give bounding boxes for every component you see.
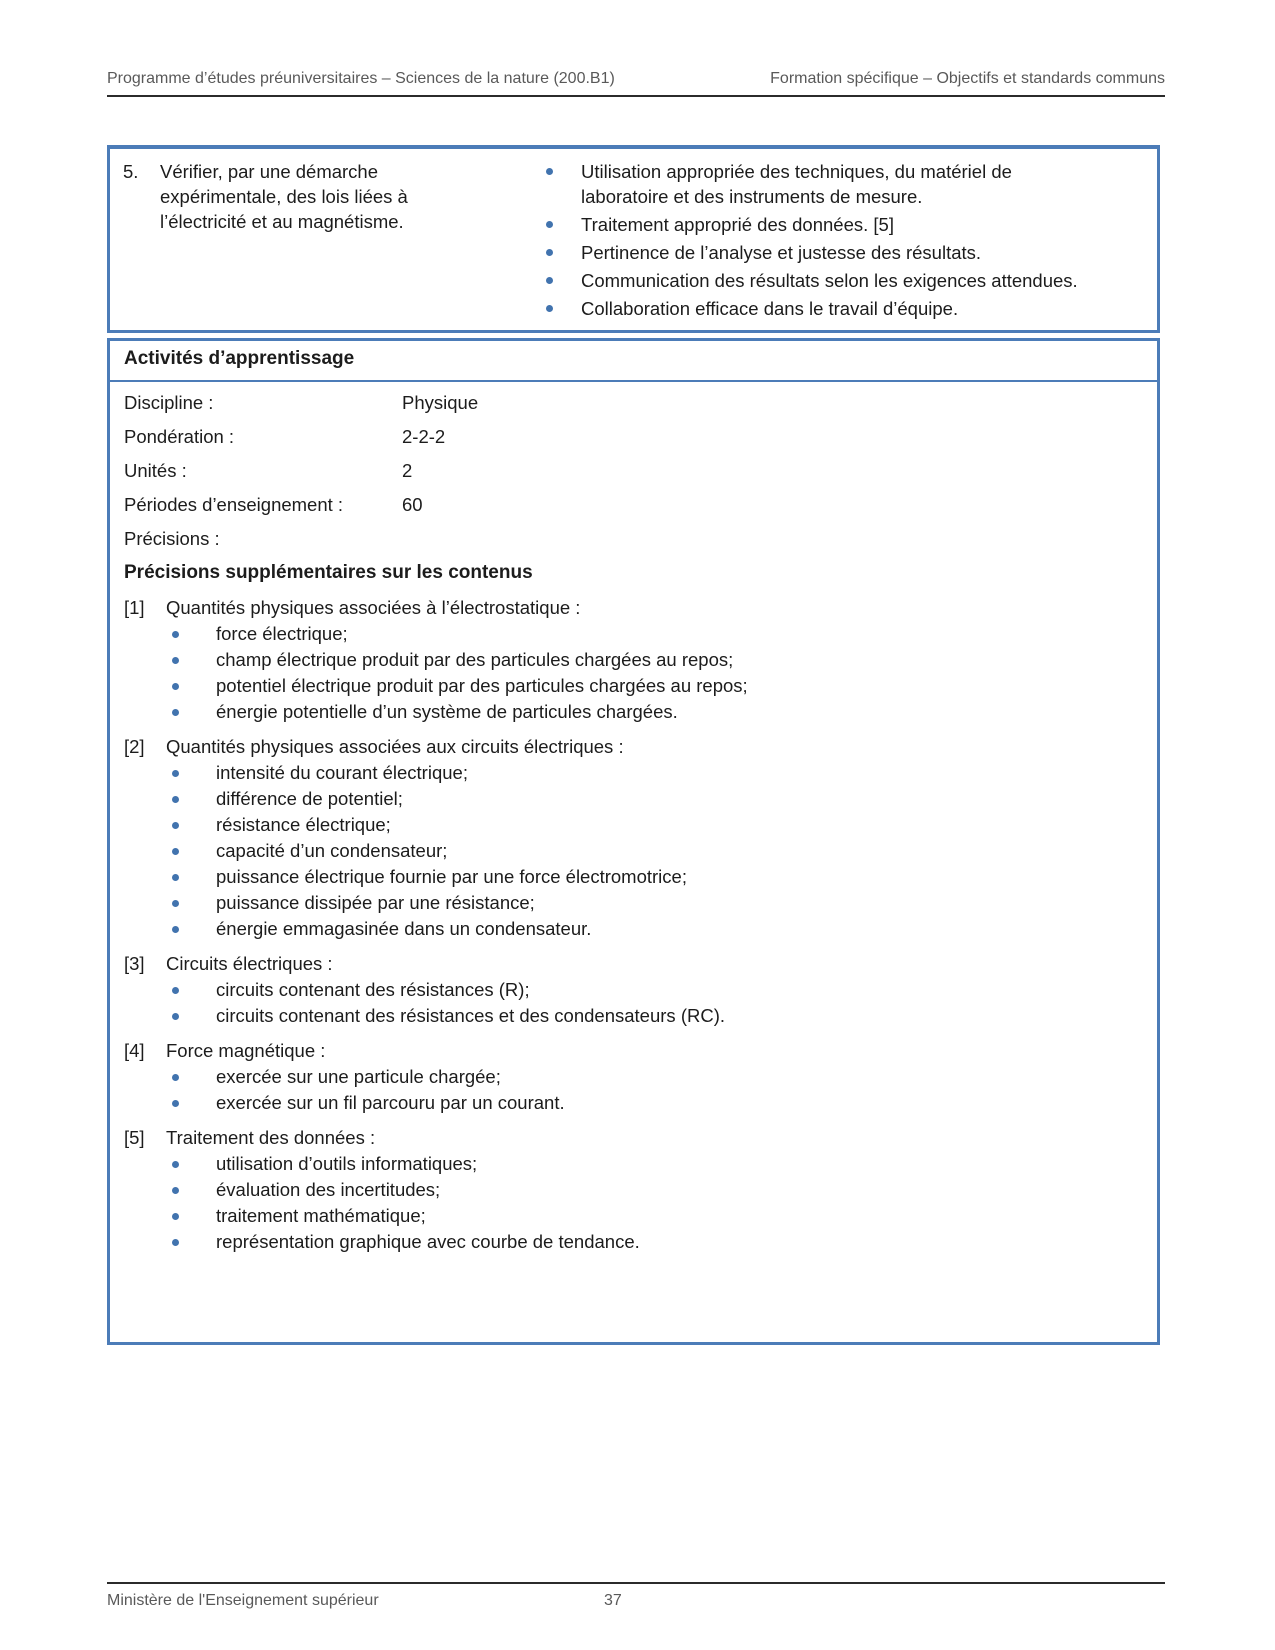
- criteria-list: [546, 159, 1095, 321]
- bullet-item: [124, 978, 1143, 1002]
- bullet-icon: [172, 1187, 179, 1194]
- fields-block: [124, 391, 1143, 551]
- bullet-text: résistance électrique;: [216, 814, 391, 835]
- bullet-item: [124, 700, 1143, 724]
- page-number: 37: [604, 1592, 622, 1609]
- bullet-text: exercée sur un fil parcouru par un courant.: [216, 1092, 565, 1113]
- section-number: [1]: [124, 597, 145, 618]
- section-bullet-list: [124, 978, 1143, 1028]
- section-bullet-list: [124, 761, 1143, 941]
- bullet-text: capacité d’un condensateur;: [216, 840, 448, 861]
- bullet-text: énergie potentielle d’un système de particules chargées.: [216, 701, 678, 722]
- criterion-item: [546, 296, 1095, 321]
- bullet-item: [124, 813, 1143, 837]
- field-row: [124, 391, 1143, 415]
- section-head: [124, 1039, 1143, 1063]
- field-label: Discipline :: [124, 392, 214, 413]
- bullet-icon: [546, 168, 553, 175]
- bullet-item: [124, 1204, 1143, 1228]
- bullet-item: [124, 891, 1143, 915]
- section-title: Force magnétique :: [166, 1040, 326, 1061]
- objective-statement-block: [110, 149, 542, 330]
- bullet-icon: [172, 1013, 179, 1020]
- page-footer: [107, 1582, 1165, 1610]
- section-title: Quantités physiques associées à l’électrostatique :: [166, 597, 581, 618]
- bullet-icon: [172, 926, 179, 933]
- bullet-icon: [172, 1074, 179, 1081]
- section-bullet-list: [124, 1152, 1143, 1254]
- activities-box: [107, 338, 1160, 1345]
- bullet-text: puissance électrique fournie par une force électromotrice;: [216, 866, 687, 887]
- bullet-item: [124, 1004, 1143, 1028]
- bullet-text: force électrique;: [216, 623, 348, 644]
- field-row: [124, 493, 1143, 517]
- criterion-text: Communication des résultats selon les exigences attendues.: [581, 270, 1078, 291]
- objective-number: 5.: [123, 161, 139, 182]
- section-title: Circuits électriques :: [166, 953, 333, 974]
- criterion-item: [546, 212, 1095, 237]
- content-section: [124, 1126, 1143, 1254]
- criteria-block: [542, 149, 1157, 330]
- bullet-text: puissance dissipée par une résistance;: [216, 892, 535, 913]
- bullet-icon: [172, 770, 179, 777]
- criterion-text: Pertinence de l’analyse et justesse des résultats.: [581, 242, 982, 263]
- field-row: [124, 459, 1143, 483]
- bullet-icon: [172, 987, 179, 994]
- bullet-item: [124, 787, 1143, 811]
- bullet-item: [124, 917, 1143, 941]
- section-title: Traitement des données :: [166, 1127, 376, 1148]
- bullet-item: [124, 839, 1143, 863]
- bullet-text: circuits contenant des résistances et des condensateurs (RC).: [216, 1005, 725, 1026]
- section-bullet-list: [124, 622, 1143, 724]
- bullet-icon: [172, 709, 179, 716]
- bullet-text: traitement mathématique;: [216, 1205, 426, 1226]
- objective-box: [107, 145, 1160, 333]
- bullet-text: champ électrique produit par des particules chargées au repos;: [216, 649, 734, 670]
- content-section: [124, 596, 1143, 724]
- field-value: 2: [402, 460, 413, 481]
- bullet-text: utilisation d’outils informatiques;: [216, 1153, 478, 1174]
- bullet-icon: [172, 1213, 179, 1220]
- bullet-icon: [172, 796, 179, 803]
- ministry-text: Ministère de l'Enseignement supérieur: [107, 1592, 379, 1609]
- criterion-text: Traitement approprié des données. [5]: [581, 214, 894, 235]
- bullet-item: [124, 648, 1143, 672]
- field-label: Pondération :: [124, 426, 235, 447]
- contents-subtitle: Précisions supplémentaires sur les contenus: [124, 562, 533, 583]
- criterion-item: [546, 268, 1095, 293]
- section-head: [124, 952, 1143, 976]
- field-value: 60: [402, 494, 423, 515]
- field-row: [124, 527, 1143, 551]
- bullet-icon: [172, 683, 179, 690]
- field-label: Précisions :: [124, 528, 220, 549]
- bullet-icon: [546, 305, 553, 312]
- bullet-item: [124, 1178, 1143, 1202]
- bullet-text: énergie emmagasinée dans un condensateur.: [216, 918, 592, 939]
- bullet-item: [124, 1091, 1143, 1115]
- bullet-text: exercée sur une particule chargée;: [216, 1066, 501, 1087]
- bullet-item: [124, 1152, 1143, 1176]
- bullet-icon: [172, 848, 179, 855]
- bullet-icon: [172, 900, 179, 907]
- content-section: [124, 735, 1143, 941]
- bullet-text: circuits contenant des résistances (R);: [216, 979, 530, 1000]
- objective-statement: Vérifier, par une démarche expérimentale, des lois liées à l’électricité et au magnétisme.: [160, 161, 408, 232]
- criterion-item: [546, 240, 1095, 265]
- bullet-icon: [172, 822, 179, 829]
- bullet-text: représentation graphique avec courbe de tendance.: [216, 1231, 640, 1252]
- bullet-item: [124, 1065, 1143, 1089]
- activities-body: [110, 382, 1157, 1254]
- bullet-text: différence de potentiel;: [216, 788, 403, 809]
- criterion-item: [546, 159, 1095, 209]
- bullet-item: [124, 865, 1143, 889]
- bullet-icon: [546, 277, 553, 284]
- bullet-icon: [172, 1239, 179, 1246]
- field-value: Physique: [402, 392, 479, 413]
- section-head: [124, 735, 1143, 759]
- bullet-icon: [546, 221, 553, 228]
- field-value: 2-2-2: [402, 426, 446, 447]
- bullet-item: [124, 1230, 1143, 1254]
- field-label: Unités :: [124, 460, 187, 481]
- bullet-text: évaluation des incertitudes;: [216, 1179, 441, 1200]
- page-header: [107, 70, 1165, 97]
- bullet-icon: [546, 249, 553, 256]
- section-number: [2]: [124, 736, 145, 757]
- section-number: [4]: [124, 1040, 145, 1061]
- field-value: [402, 527, 1143, 551]
- section-head: [124, 596, 1143, 620]
- section-number: [5]: [124, 1127, 145, 1148]
- bullet-icon: [172, 657, 179, 664]
- content-section: [124, 1039, 1143, 1115]
- bullet-item: [124, 622, 1143, 646]
- bullet-icon: [172, 1161, 179, 1168]
- section-bullet-list: [124, 1065, 1143, 1115]
- header-left-text: Programme d’études préuniversitaires – Sciences de la nature (200.B1): [107, 70, 615, 87]
- bullet-icon: [172, 1100, 179, 1107]
- activities-title: Activités d’apprentissage: [110, 341, 1157, 382]
- field-label: Périodes d’enseignement :: [124, 494, 344, 515]
- bullet-icon: [172, 874, 179, 881]
- criterion-text: Collaboration efficace dans le travail d’équipe.: [581, 298, 959, 319]
- header-right-text: Formation spécifique – Objectifs et standards communs: [770, 70, 1165, 87]
- section-head: [124, 1126, 1143, 1150]
- content-section: [124, 952, 1143, 1028]
- section-title: Quantités physiques associées aux circuits électriques :: [166, 736, 624, 757]
- bullet-text: potentiel électrique produit par des particules chargées au repos;: [216, 675, 748, 696]
- section-number: [3]: [124, 953, 145, 974]
- criterion-text: Utilisation appropriée des techniques, du matériel de laboratoire et des instruments de mesure.: [581, 161, 1012, 207]
- bullet-text: intensité du courant électrique;: [216, 762, 468, 783]
- bullet-icon: [172, 631, 179, 638]
- field-row: [124, 425, 1143, 449]
- bullet-item: [124, 761, 1143, 785]
- content-sections: [124, 596, 1143, 1254]
- bullet-item: [124, 674, 1143, 698]
